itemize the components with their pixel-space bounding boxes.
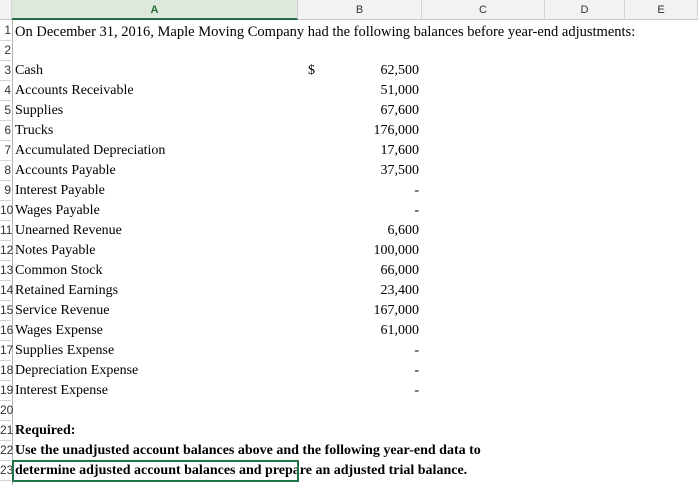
required-label: Required: [15, 423, 76, 438]
row-number[interactable]: 5 [4, 103, 11, 117]
row-separator [0, 220, 11, 221]
row-number[interactable]: 14 [0, 283, 14, 297]
account-amount: 23,400 [380, 283, 419, 298]
account-name: Trucks [15, 123, 54, 138]
row-number[interactable]: 16 [0, 323, 14, 337]
column-header-d[interactable]: D [545, 0, 625, 20]
account-name: Accounts Receivable [15, 83, 134, 98]
account-name: Depreciation Expense [15, 363, 139, 378]
account-amount: 51,000 [380, 83, 419, 98]
row-number[interactable]: 11 [0, 223, 13, 237]
row-separator [0, 360, 11, 361]
row-separator [0, 180, 11, 181]
instruction-line-2: determine adjusted account balances and prepare an adjusted trial balance. [15, 463, 468, 478]
row-separator [0, 140, 11, 141]
account-amount: 167,000 [373, 303, 419, 318]
account-name: Cash [15, 63, 43, 78]
row-number[interactable]: 12 [0, 243, 14, 257]
row-separator [0, 60, 11, 61]
account-name: Interest Payable [15, 183, 105, 198]
row-separator [0, 340, 11, 341]
account-name: Wages Expense [15, 323, 103, 338]
row-separator [0, 80, 11, 81]
row-separator [0, 300, 11, 301]
row-separator [0, 260, 11, 261]
account-amount: - [414, 383, 419, 398]
column-header-c[interactable]: C [422, 0, 545, 20]
account-amount: 66,000 [380, 263, 419, 278]
row-number[interactable]: 6 [4, 123, 11, 137]
row-number[interactable]: 1 [4, 23, 11, 37]
row-number[interactable]: 4 [4, 83, 11, 97]
account-name: Notes Payable [15, 243, 96, 258]
row-number[interactable]: 3 [4, 63, 11, 77]
account-name: Wages Payable [15, 203, 100, 218]
account-name: Common Stock [15, 263, 103, 278]
row-number[interactable]: 20 [0, 403, 14, 417]
row-number[interactable]: 8 [4, 163, 11, 177]
row-number[interactable]: 7 [4, 143, 11, 157]
account-amount: 61,000 [380, 323, 419, 338]
row-separator [0, 100, 11, 101]
account-amount: - [414, 183, 419, 198]
account-name: Supplies [15, 103, 64, 118]
account-name: Accounts Payable [15, 163, 116, 178]
row-separator [0, 400, 11, 401]
account-amount: 17,600 [380, 143, 419, 158]
account-name: Unearned Revenue [15, 223, 122, 238]
account-amount: 67,600 [380, 103, 419, 118]
row-number[interactable]: 17 [0, 343, 14, 357]
row-separator [0, 120, 11, 121]
row-separator [0, 280, 11, 281]
account-name: Retained Earnings [15, 283, 119, 298]
account-amount: - [414, 363, 419, 378]
row-number[interactable]: 2 [4, 43, 11, 57]
row-number[interactable]: 18 [0, 363, 14, 377]
row-separator [0, 240, 11, 241]
row-separator [0, 40, 11, 41]
row-separator [0, 440, 11, 441]
account-amount: 100,000 [373, 243, 419, 258]
row-separator [0, 420, 11, 421]
select-all-corner[interactable] [0, 0, 12, 20]
row-number[interactable]: 13 [0, 263, 14, 277]
column-header-a[interactable]: A [12, 0, 298, 20]
account-amount: 6,600 [387, 223, 419, 238]
heading-text: On December 31, 2016, Maple Moving Company had the following balances before year-end adjustments: [15, 24, 636, 40]
row-number[interactable]: 9 [4, 183, 11, 197]
column-header-e[interactable]: E [625, 0, 698, 20]
row-number[interactable]: 10 [0, 203, 14, 217]
row-number[interactable]: 21 [0, 423, 14, 437]
account-name: Supplies Expense [15, 343, 115, 358]
row-separator [0, 160, 11, 161]
row-number[interactable]: 22 [0, 443, 14, 457]
account-amount: 62,500 [380, 63, 419, 78]
column-header-b[interactable]: B [298, 0, 422, 20]
row-separator [0, 200, 11, 201]
row-separator [0, 320, 11, 321]
currency-symbol: $ [308, 63, 315, 78]
row-number[interactable]: 23 [0, 463, 14, 477]
account-amount: - [414, 343, 419, 358]
account-name: Interest Expense [15, 383, 108, 398]
row-number[interactable]: 15 [0, 303, 14, 317]
row-separator [0, 460, 11, 461]
row-separator [0, 380, 11, 381]
account-name: Service Revenue [15, 303, 110, 318]
account-amount: 176,000 [373, 123, 419, 138]
account-amount: - [414, 203, 419, 218]
instruction-line-1: Use the unadjusted account balances above and the following year-end data to [15, 443, 481, 458]
row-number[interactable]: 19 [0, 383, 14, 397]
row-separator [0, 480, 11, 481]
account-amount: 37,500 [380, 163, 419, 178]
account-name: Accumulated Depreciation [15, 143, 166, 158]
